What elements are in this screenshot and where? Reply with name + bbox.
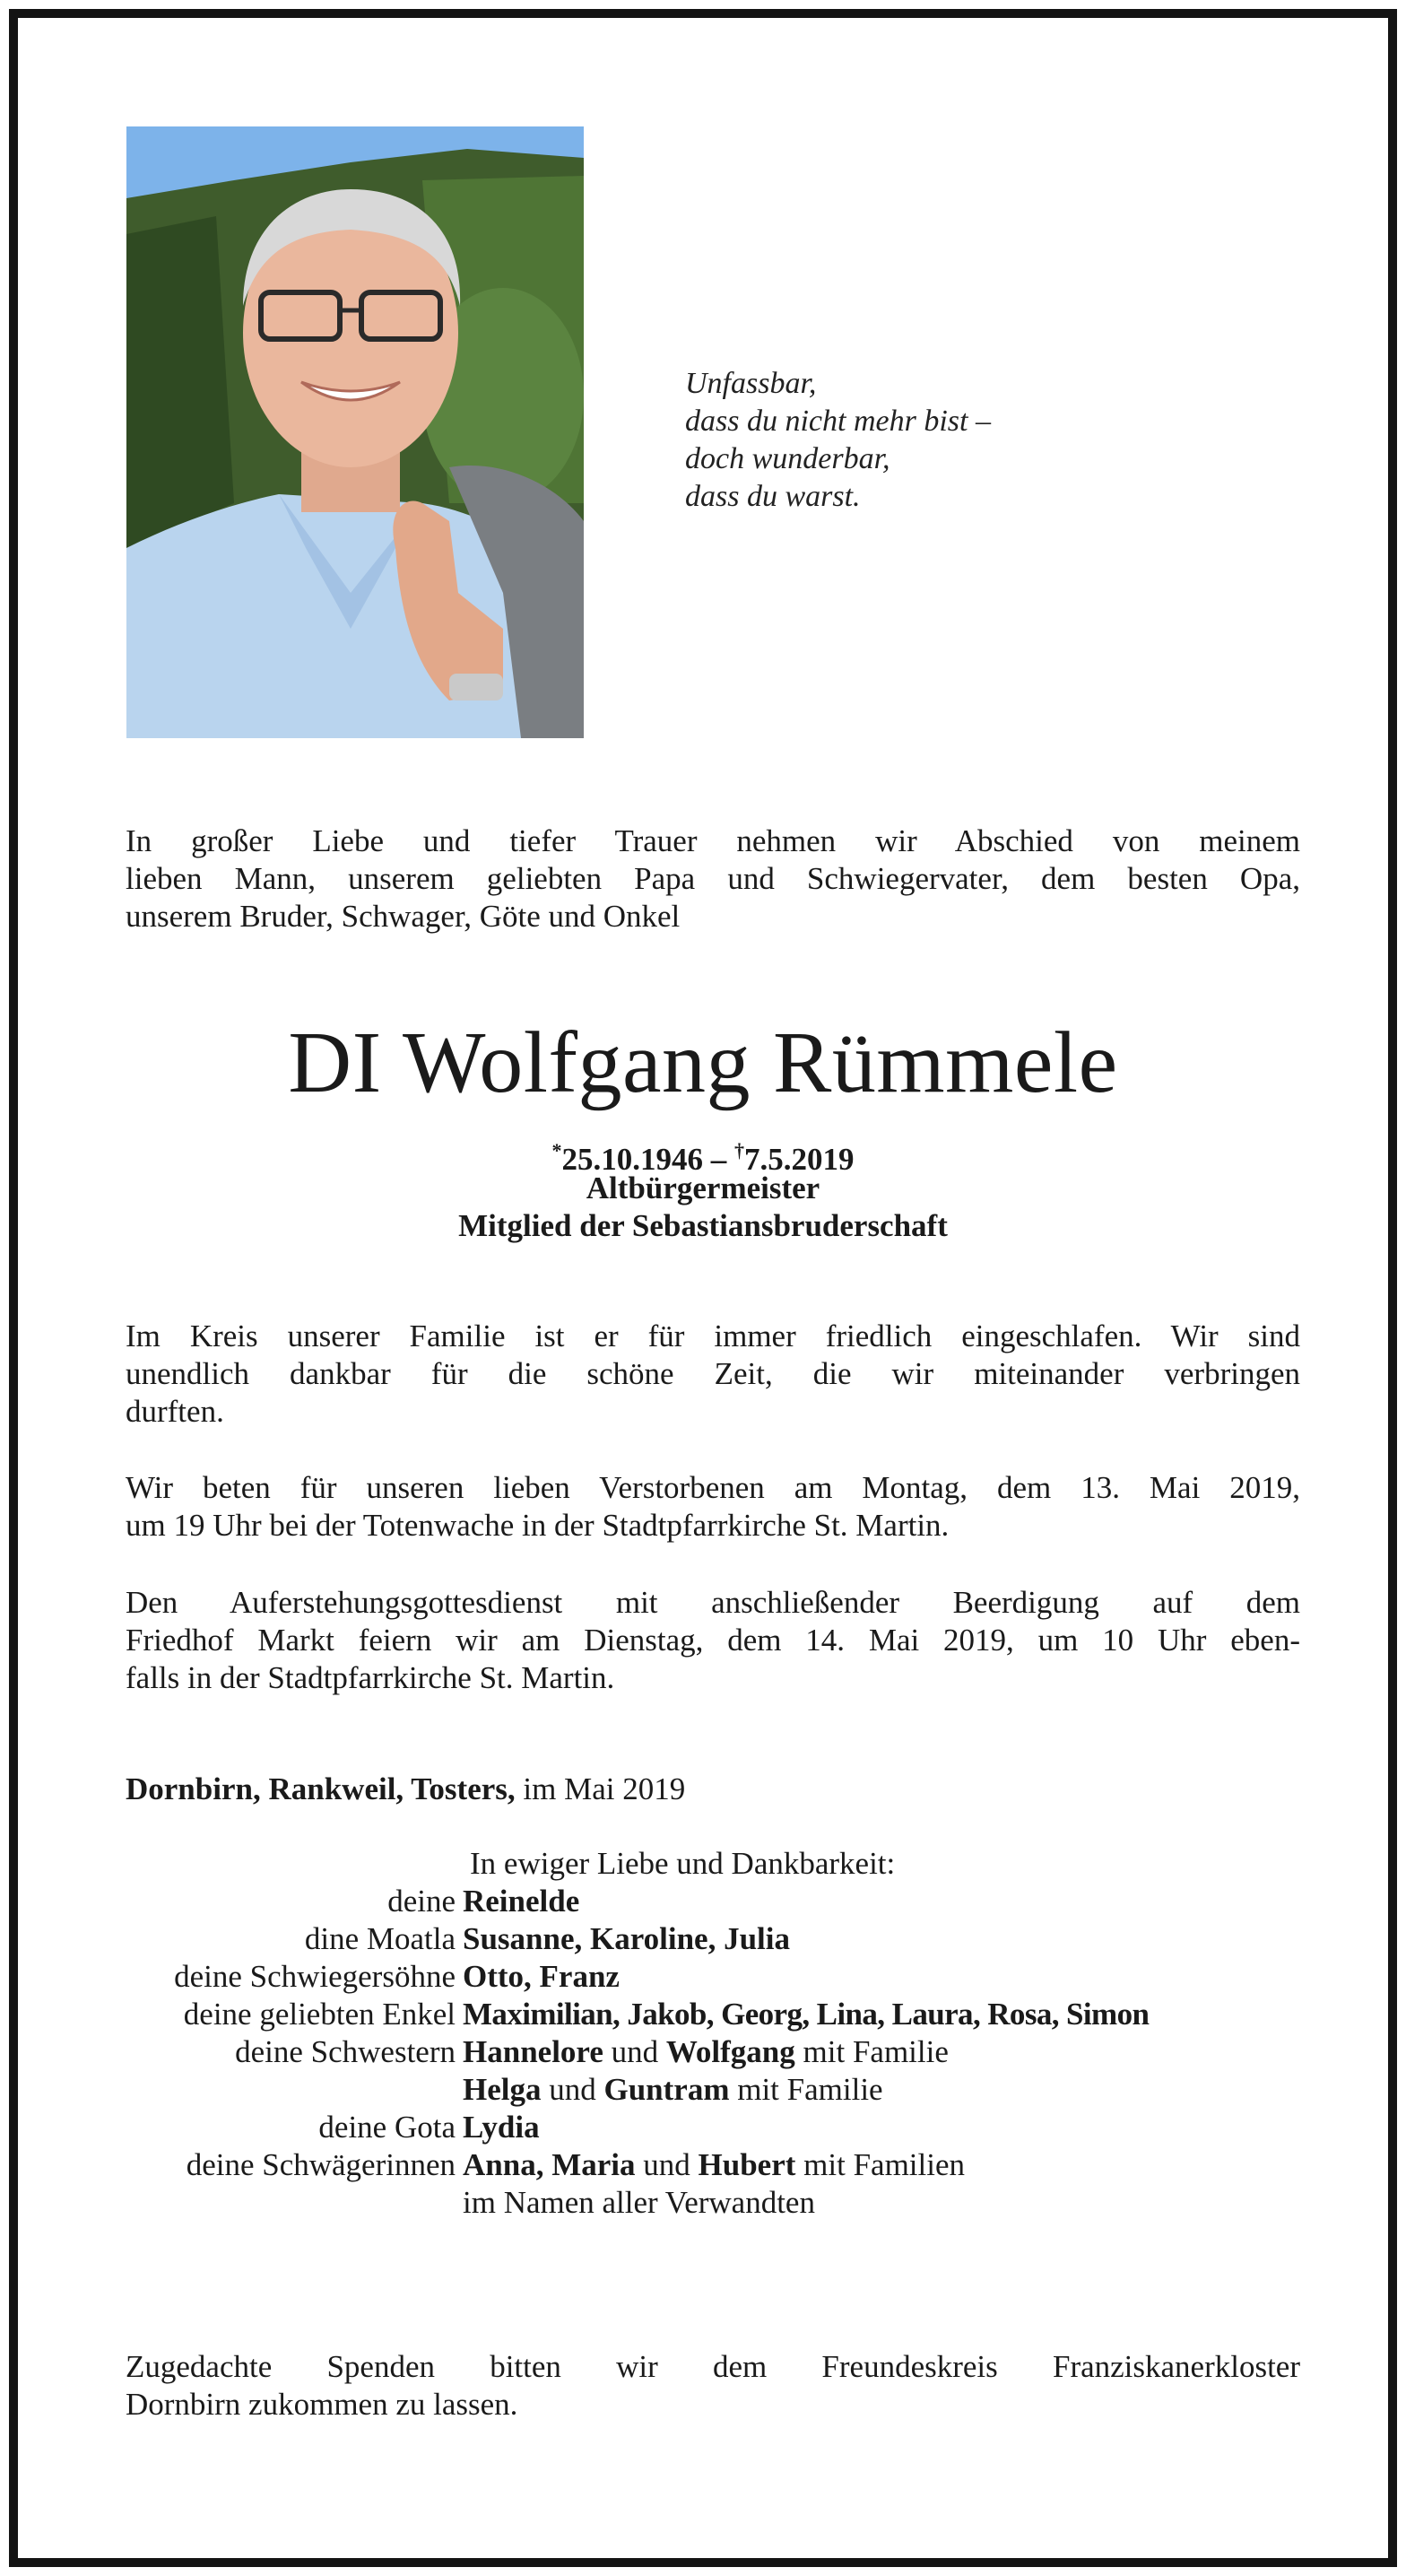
- mourner-row: [126, 1883, 1309, 1920]
- connector-text: und: [603, 2034, 666, 2069]
- birth-date: 25.10.1946: [561, 1142, 703, 1177]
- title-membership: Mitglied der Sebastiansbruderschaft: [458, 1208, 948, 1243]
- mourner-name: Guntram: [603, 2072, 730, 2107]
- body-line: falls in der Stadtpfarrkirche St. Martin.: [126, 1660, 615, 1695]
- relation: [126, 2184, 463, 2222]
- mourner-row: [126, 2033, 1309, 2071]
- body-paragraph-1: [126, 1318, 1300, 1431]
- intro-line: lieben Mann, unserem geliebten Papa und Schwiegervater, dem besten Opa,: [126, 861, 1300, 896]
- mourners-list: [126, 1883, 1309, 2222]
- body-line: um 19 Uhr bei der Totenwache in der Stadtpfarrkirche St. Martin.: [126, 1508, 950, 1543]
- relation: [126, 2071, 463, 2109]
- connector-text: mit Familien: [795, 2147, 965, 2182]
- quote: [685, 365, 1151, 516]
- body-paragraph-3: [126, 1584, 1300, 1697]
- mourner-name: Lydia: [463, 2110, 540, 2145]
- body-line: unendlich dankbar für die schöne Zeit, die wir miteinander verbringen: [126, 1356, 1300, 1391]
- mourner-row: [126, 1920, 1309, 1958]
- mourner-row: [126, 2071, 1309, 2109]
- mourner-row: [126, 1996, 1309, 2033]
- relation: deine Schwägerinnen: [186, 2147, 456, 2182]
- connector-text: mit Familie: [794, 2034, 949, 2069]
- mourner-row: [126, 2109, 1309, 2146]
- body-line: Friedhof Markt feiern wir am Dienstag, dem 14. Mai 2019, um 10 Uhr eben-: [126, 1623, 1300, 1658]
- body-line: Im Kreis unserer Familie ist er für immer friedlich eingeschlafen. Wir sind: [126, 1318, 1300, 1353]
- deceased-name: DI Wolfgang Rümmele: [288, 1014, 1118, 1111]
- donation-paragraph: [126, 2348, 1300, 2424]
- body-line: Den Auferstehungsgottesdienst mit anschließender Beerdigung auf dem: [126, 1585, 1300, 1620]
- quote-line: doch wunderbar,: [685, 442, 890, 475]
- mourner-name: Helga: [463, 2072, 542, 2107]
- intro-line: unserem Bruder, Schwager, Göte und Onkel: [126, 899, 681, 934]
- intro-line: In großer Liebe und tiefer Trauer nehmen wir Abschied von meinem: [126, 823, 1300, 858]
- place-month: im Mai 2019: [515, 1771, 686, 1806]
- place-date: [126, 1771, 685, 1808]
- mourner-name: Wolfgang: [665, 2034, 795, 2069]
- signoff: In ewiger Liebe und Dankbarkeit:: [470, 1846, 896, 1881]
- mourner-name: Maximilian, Jakob, Georg, Lina, Laura, Rosa, Simon: [463, 1997, 1150, 2032]
- relation: dine Moatla: [304, 1921, 456, 1956]
- relation: deine Schwiegersöhne: [174, 1959, 456, 1994]
- portrait-photo: [126, 126, 584, 738]
- death-symbol: †: [734, 1139, 744, 1162]
- relation: deine Schwestern: [235, 2034, 456, 2069]
- body-line: durften.: [126, 1394, 224, 1429]
- mourner-row: [126, 2184, 1309, 2222]
- body-line: Wir beten für unseren lieben Verstorbenen am Montag, dem 13. Mai 2019,: [126, 1470, 1300, 1505]
- family-note: im Namen aller Verwandten: [463, 2185, 815, 2220]
- mourner-name: Susanne, Karoline, Julia: [463, 1921, 791, 1956]
- intro-paragraph: [126, 822, 1300, 936]
- relation: deine: [387, 1884, 456, 1919]
- notice-border: [9, 9, 1397, 2567]
- mourner-name: Reinelde: [463, 1884, 580, 1919]
- mourner-name: Otto, Franz: [463, 1959, 620, 1994]
- quote-line: dass du warst.: [685, 480, 861, 513]
- relation: deine Gota: [318, 2110, 456, 2145]
- place-towns: Dornbirn, Rankweil, Tosters,: [126, 1771, 516, 1806]
- relation: deine geliebten Enkel: [183, 1997, 456, 2032]
- donation-line: Zugedachte Spenden bitten wir dem Freundeskreis Franziskanerkloster: [126, 2349, 1300, 2384]
- mourner-row: [126, 2146, 1309, 2184]
- connector-text: und: [541, 2072, 604, 2107]
- quote-line: dass du nicht mehr bist –: [685, 405, 991, 438]
- date-dash: –: [703, 1142, 734, 1177]
- mourner-name: Hannelore: [463, 2034, 603, 2069]
- mourner-row: [126, 1958, 1309, 1996]
- donation-line: Dornbirn zukommen zu lassen.: [126, 2387, 518, 2422]
- death-date: 7.5.2019: [744, 1142, 855, 1177]
- quote-line: Unfassbar,: [685, 367, 817, 400]
- connector-text: mit Familie: [729, 2072, 883, 2107]
- mourner-name: Anna, Maria: [463, 2147, 636, 2182]
- mourner-name: Hubert: [698, 2147, 796, 2182]
- birth-symbol: *: [551, 1139, 562, 1162]
- connector-text: und: [635, 2147, 699, 2182]
- body-paragraph-2: [126, 1469, 1300, 1545]
- title-mayor: Altbürgermeister: [586, 1171, 820, 1205]
